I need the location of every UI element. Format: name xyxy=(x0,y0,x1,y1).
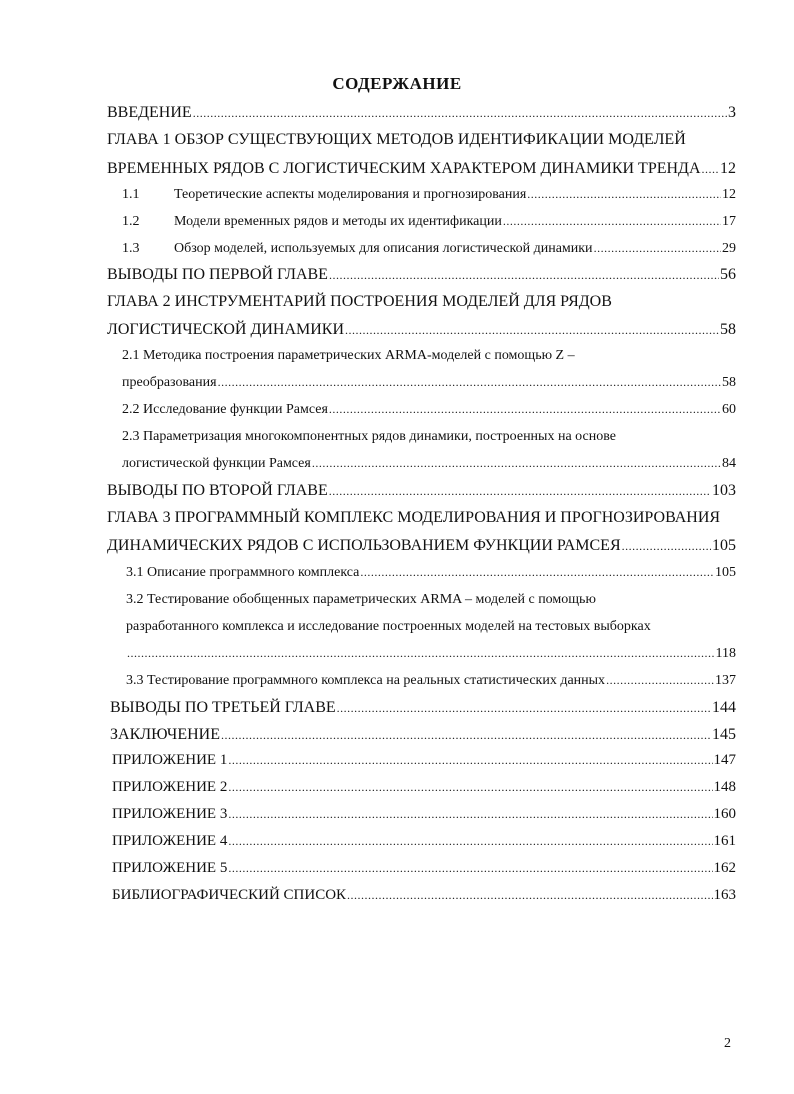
toc-entry-page: 58 xyxy=(722,375,736,390)
toc-entry-page: 103 xyxy=(712,482,736,499)
dot-leader xyxy=(228,834,712,849)
toc-entry-label: ЛОГИСТИЧЕСКОЙ ДИНАМИКИ xyxy=(107,321,345,338)
toc-entry-page: 137 xyxy=(715,673,736,688)
toc-entry-label: ПРИЛОЖЕНИЕ 2 xyxy=(112,779,228,795)
toc-section-3-1 xyxy=(126,565,736,581)
toc-chapter-1 xyxy=(107,160,736,178)
dot-leader xyxy=(622,539,711,554)
toc-appendix-1 xyxy=(112,752,736,769)
toc-section-3-3 xyxy=(126,673,736,689)
toc-entry-label: 2.2 Исследование функции Рамсея xyxy=(122,402,328,417)
dot-leader xyxy=(347,888,712,903)
dot-leader xyxy=(329,484,711,499)
toc-appendix-2 xyxy=(112,779,736,796)
toc-entry-label: БИБЛИОГРАФИЧЕСКИЙ СПИСОК xyxy=(112,887,347,903)
toc-entry-label: 3.3 Тестирование программного комплекса на реальных статистических данных xyxy=(126,673,606,688)
toc-entry-label: 1.1 Теоретические аспекты моделирования и прогнозирования xyxy=(122,187,527,202)
dot-leader xyxy=(337,701,711,716)
toc-entry-page: 148 xyxy=(713,779,736,795)
toc-section-1-3 xyxy=(122,241,736,257)
toc-entry-page: 29 xyxy=(722,241,736,256)
toc-entry-page: 163 xyxy=(713,887,736,903)
toc-entry-label: ВВЕДЕНИЕ xyxy=(107,104,192,121)
dot-leader xyxy=(228,861,712,876)
toc-entry-label: ПРИЛОЖЕНИЕ 1 xyxy=(112,752,228,768)
dot-leader xyxy=(360,565,714,580)
toc-conclusions-3 xyxy=(110,699,736,717)
toc-entry-label: ВЫВОДЫ ПО ВТОРОЙ ГЛАВЕ xyxy=(107,482,328,499)
toc-entry-label: логистической функции Рамсея xyxy=(122,456,311,471)
dot-leader xyxy=(228,753,712,768)
dot-leader xyxy=(329,268,719,283)
dot-leader xyxy=(345,323,719,338)
dot-leader xyxy=(127,646,715,661)
dot-leader xyxy=(594,241,721,256)
toc-appendix-3 xyxy=(112,806,736,823)
toc-section-1-2 xyxy=(122,214,736,230)
toc-chapter-1-line-1: ГЛАВА 1 ОБЗОР СУЩЕСТВУЮЩИХ МЕТОДОВ ИДЕНТИФИКАЦИИ МОДЕЛЕЙ xyxy=(107,131,686,148)
toc-appendix-5 xyxy=(112,860,736,877)
toc-chapter-2 xyxy=(107,321,736,339)
dot-leader xyxy=(228,780,712,795)
toc-entry-label: ДИНАМИЧЕСКИХ РЯДОВ С ИСПОЛЬЗОВАНИЕМ ФУНКЦИИ РАМСЕЯ xyxy=(107,537,621,554)
toc-section-2-1-line-1: 2.1 Методика построения параметрических ARMA-моделей с помощью Z – xyxy=(122,348,575,363)
toc-entry-page: 161 xyxy=(713,833,736,849)
toc-entry-page: 144 xyxy=(712,699,736,716)
toc-conclusion xyxy=(110,726,736,744)
toc-entry-page: 105 xyxy=(712,537,736,554)
dot-leader xyxy=(329,402,721,417)
toc-entry-page: 17 xyxy=(722,214,736,229)
toc-entry-page: 12 xyxy=(720,160,736,177)
dot-leader xyxy=(193,106,727,121)
toc-section-2-1 xyxy=(122,375,736,391)
toc-section-3-2 xyxy=(126,646,736,662)
toc-entry-page: 58 xyxy=(720,321,736,338)
toc-section-2-3-line-1: 2.3 Параметризация многокомпонентных рядов динамики, построенных на основе xyxy=(122,429,616,444)
dot-leader xyxy=(221,728,711,743)
toc-entry-page: 12 xyxy=(722,187,736,202)
toc-bibliography xyxy=(112,887,736,904)
page-number: 2 xyxy=(724,1036,731,1051)
dot-leader xyxy=(503,214,721,229)
toc-section-1-1 xyxy=(122,187,736,203)
section-number: 1.3 xyxy=(122,241,140,256)
toc-entry-label: ПРИЛОЖЕНИЕ 4 xyxy=(112,833,228,849)
toc-conclusions-2 xyxy=(107,482,736,500)
dot-leader xyxy=(218,375,721,390)
toc-entry-page: 160 xyxy=(713,806,736,822)
dot-leader xyxy=(606,673,714,688)
toc-chapter-2-line-1: ГЛАВА 2 ИНСТРУМЕНТАРИЙ ПОСТРОЕНИЯ МОДЕЛЕЙ ДЛЯ РЯДОВ xyxy=(107,293,612,310)
toc-entry-label: 3.1 Описание программного комплекса xyxy=(126,565,360,580)
toc-conclusions-1 xyxy=(107,266,736,284)
toc-entry-page: 3 xyxy=(728,104,736,121)
toc-section-3-2-line-2: разработанного комплекса и исследование построенных моделей на тестовых выборках xyxy=(126,619,651,634)
dot-leader xyxy=(228,807,712,822)
toc-entry-page: 84 xyxy=(722,456,736,471)
section-number: 1.1 xyxy=(122,187,140,202)
toc-entry-page: 118 xyxy=(715,646,736,661)
toc-entry-label: ВЫВОДЫ ПО ТРЕТЬЕЙ ГЛАВЕ xyxy=(110,699,336,716)
toc-entry-label: ПРИЛОЖЕНИЕ 5 xyxy=(112,860,228,876)
toc-section-3-2-line-1: 3.2 Тестирование обобщенных параметрических ARMA – моделей с помощью xyxy=(126,592,596,607)
toc-section-2-2 xyxy=(122,402,736,418)
toc-entry-label: преобразования xyxy=(122,375,217,390)
page-title: СОДЕРЖАНИЕ xyxy=(332,74,462,93)
toc-appendix-4 xyxy=(112,833,736,850)
toc-entry-label: ПРИЛОЖЕНИЕ 3 xyxy=(112,806,228,822)
toc-entry-label: 1.2 Модели временных рядов и методы их идентификации xyxy=(122,214,502,229)
toc-section-2-3 xyxy=(122,456,736,472)
toc-entry-page: 56 xyxy=(720,266,736,283)
dot-leader xyxy=(312,456,721,471)
toc-entry-page: 162 xyxy=(713,860,736,876)
toc-entry-label: 1.3 Обзор моделей, используемых для описания логистической динамики xyxy=(122,241,593,256)
section-number: 1.2 xyxy=(122,214,140,229)
dot-leader xyxy=(702,162,719,177)
toc-entry-page: 105 xyxy=(715,565,736,580)
dot-leader xyxy=(527,187,721,202)
toc-chapter-3-line-1: ГЛАВА 3 ПРОГРАММНЫЙ КОМПЛЕКС МОДЕЛИРОВАНИЯ И ПРОГНОЗИРОВАНИЯ xyxy=(107,509,721,526)
toc-chapter-3 xyxy=(107,537,736,555)
toc-entry-label: ВЫВОДЫ ПО ПЕРВОЙ ГЛАВЕ xyxy=(107,266,328,283)
toc-entry-label: ЗАКЛЮЧЕНИЕ xyxy=(110,726,220,743)
toc-entry-intro xyxy=(107,104,736,122)
toc-entry-label: ВРЕМЕННЫХ РЯДОВ С ЛОГИСТИЧЕСКИМ ХАРАКТЕРОМ ДИНАМИКИ ТРЕНДА xyxy=(107,160,701,177)
toc-entry-page: 147 xyxy=(713,752,736,768)
toc-entry-page: 60 xyxy=(722,402,736,417)
toc-entry-page: 145 xyxy=(712,726,736,743)
